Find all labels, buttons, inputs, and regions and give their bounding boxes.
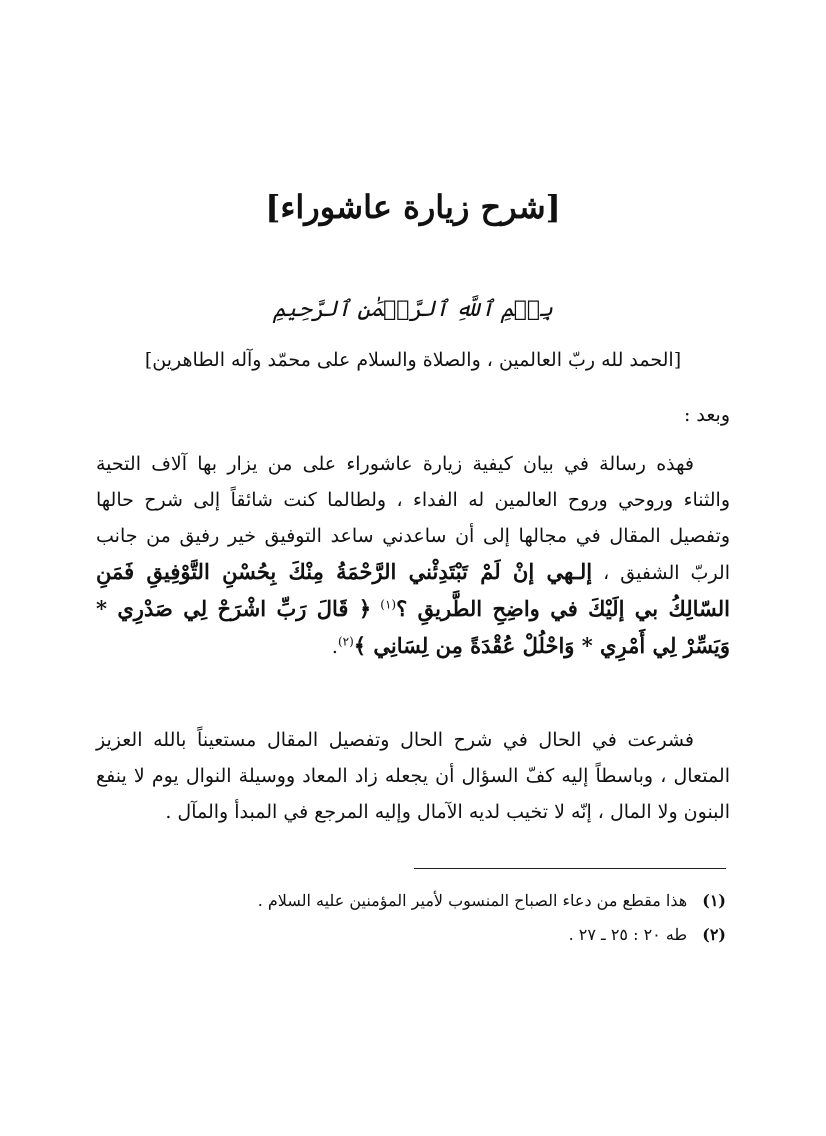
footnote-number: (٢): [702, 925, 726, 944]
footnote-text: هذا مقطع من دعاء الصباح المنسوب لأمير المؤمنين عليه السلام .: [257, 891, 688, 910]
document-page: [96, 0, 730, 1136]
footnote-number: (١): [702, 891, 726, 910]
footnote-1: [96, 884, 726, 918]
footnote-ref-1: (١): [380, 597, 397, 612]
footnote-ref-2: (٢): [337, 634, 354, 649]
basmala-calligraphy: بِسۡمِ ٱللَّهِ ٱلرَّحۡمَٰنِ ٱلرَّحِيمِ: [272, 297, 554, 322]
quran-verse: ﴿ قَالَ رَبِّ اشْرَحْ لِي صَدْرِي * وَيَسِّرْ لِي أَمْرِي * وَاحْلُلْ عُقْدَةً مِن لِسَانِي ﴾: [96, 596, 730, 658]
intro-end: .: [331, 636, 338, 658]
doxology-line: [الحمد لله ربّ العالمين ، والصلاة والسلام على محمّد وآله الطاهرين]: [144, 349, 682, 371]
intro-text: فهذه رسالة في بيان كيفية زيارة عاشوراء على من يزار بها آلاف التحية والثناء وروحي وروح العالمين له الفداء ، ولطالما كنت شائقاً إلى شرح حالها وتفصيل المقال في مجالها إلى أن ساعدني ساعد التوفيق خير رفيق من جانب الربّ الشفيق ،: [96, 453, 730, 584]
page-title: [شرح زيارة عاشوراء]: [265, 188, 561, 226]
footnotes: [96, 884, 726, 952]
paragraph-introduction: [96, 446, 730, 665]
footnote-divider: [414, 868, 726, 869]
paragraph-commencement: فشرعت في الحال في شرح الحال وتفصيل المقال مستعيناً بالله العزيز المتعال ، وباسطاً إليه كفّ السؤال أن يجعله زاد المعاد ووسيلة النوال يوم لا ينفع البنون ولا المال ، إنّه لا تخيب لديه الآمال وإليه المرجع في المبدأ والمآل .: [96, 729, 730, 823]
footnote-2: [96, 918, 726, 952]
footnote-text: طه ٢٠ : ٢٥ ـ ٢٧ .: [568, 925, 688, 944]
supplication-quote: إلـهي إنْ لَمْ تَبْتَدِئْني الرَّحْمَةُ مِنْكَ بِحُسْنِ التَّوْفِيقِ فَمَنِ السّالِكُ بي إلَيْكَ في واضِحِ الطَّريقِ ؟: [96, 559, 730, 621]
salutation: وبعد :: [683, 404, 730, 426]
